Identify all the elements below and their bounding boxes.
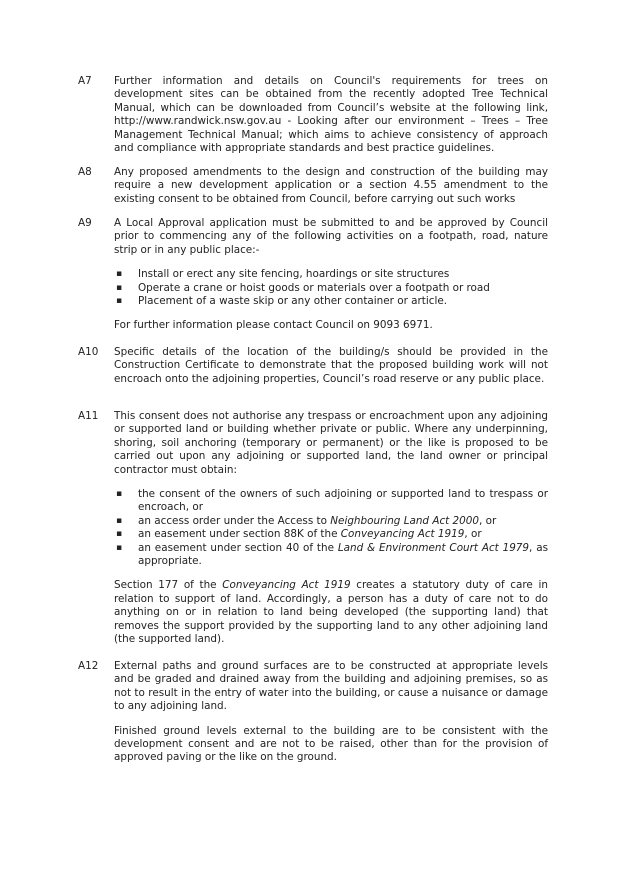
- act-title: Conveyancing Act 1919: [222, 579, 351, 592]
- clause-body: [114, 410, 548, 647]
- clause-paragraph: Finished ground levels external to the building are to be consistent with the development consent and are not to be raised, other than for the provision of approved paving or the like on the ground.: [114, 724, 548, 764]
- list-item: ▪ Operate a crane or hoist goods or materials over a footpath or road: [114, 282, 548, 295]
- list-item: [114, 515, 548, 528]
- clause-body: [114, 217, 548, 333]
- clause-intro: This consent does not authorise any trespass or encroachment upon any adjoining or supported land or building whether private or public. Where any underpinning, shoring, soil anchoring (temporary or permanent) or the like is proposed to be carried out upon any adjoining or supported land, the land owner or principal contractor must obtain:: [114, 410, 548, 476]
- list-item: ▪ Placement of a waste skip or any other container or article.: [114, 295, 548, 308]
- clause-body: [114, 75, 548, 155]
- act-title: Conveyancing Act 1919: [340, 528, 465, 541]
- outro-text: Section 177 of the: [114, 579, 223, 592]
- list-item-text: , or: [464, 528, 482, 541]
- clause-paragraph: External paths and ground surfaces are to be constructed at appropriate levels and be graded and drained away from the building and adjoining premises, so as not to result in the entry of water into the building, or cause a nuisance or damage to any adjoining land.: [114, 660, 548, 713]
- list-item-text: an easement under section 88K of the: [138, 528, 341, 541]
- list-item: [114, 528, 548, 541]
- bullet-list: [114, 488, 548, 568]
- act-title: Land & Environment Court Act 1979: [337, 541, 530, 554]
- list-item-text: , as appropriate.: [138, 541, 548, 568]
- list-item-text: an easement under section 40 of the: [138, 541, 338, 554]
- outro-text: creates a statutory duty of care in relation to support of land. Accordingly, a person has a duty of care not to do anything on or in relation to land being developed (the supporting land) that removes the support provided by the supporting land to any other adjoining land (the supported land).: [114, 579, 548, 646]
- clause-body: [114, 346, 548, 386]
- clause-outro: For further information please contact Council on 9093 6971.: [114, 319, 433, 332]
- clause-outro: [114, 579, 548, 646]
- clause-number: A7: [78, 75, 92, 87]
- list-item: [114, 488, 548, 515]
- list-item-text: the consent of the owners of such adjoining or supported land to trespass or encroach, or: [138, 488, 548, 514]
- clause-body: [114, 660, 548, 765]
- clause-number: A12: [78, 660, 99, 672]
- list-item: ▪ Install or erect any site fencing, hoardings or site structures: [114, 268, 548, 281]
- bullet-list: [114, 268, 548, 308]
- clause-paragraph: Further information and details on Council's requirements for trees on development sites can be obtained from the recently adopted Tree Technical Manual, which can be downloaded from Council’s website at the following link, http://www.randwick.nsw.gov.au - Looking after our environment – Trees – Tree Management Technical Manual; which aims to achieve consistency of approach and compliance with appropriate standards and best practice guidelines.: [114, 75, 548, 155]
- clause-number: A9: [78, 217, 92, 229]
- clause-number: A11: [78, 410, 99, 422]
- clause-intro: A Local Approval application must be submitted to and be approved by Council prior to commencing any of the following activities on a footpath, road, nature strip or in any public place:-: [114, 217, 548, 256]
- clause-number: A8: [78, 166, 92, 178]
- act-title: Neighbouring Land Act 2000: [330, 514, 479, 527]
- list-item: [114, 542, 548, 569]
- clause-paragraph: Specific details of the location of the building/s should be provided in the Construction Certificate to demonstrate that the proposed building work will not encroach onto the adjoining properties, Council’s road reserve or any public place.: [114, 346, 548, 385]
- clause-paragraph: Any proposed amendments to the design and construction of the building may require a new development application or a section 4.55 amendment to the existing consent to be obtained from Council, before carrying out such works: [114, 166, 548, 205]
- clause-body: [114, 166, 548, 206]
- clause-number: A10: [78, 346, 99, 358]
- list-item-text: , or: [478, 514, 497, 527]
- list-item-text: an access order under the Access to: [138, 514, 331, 527]
